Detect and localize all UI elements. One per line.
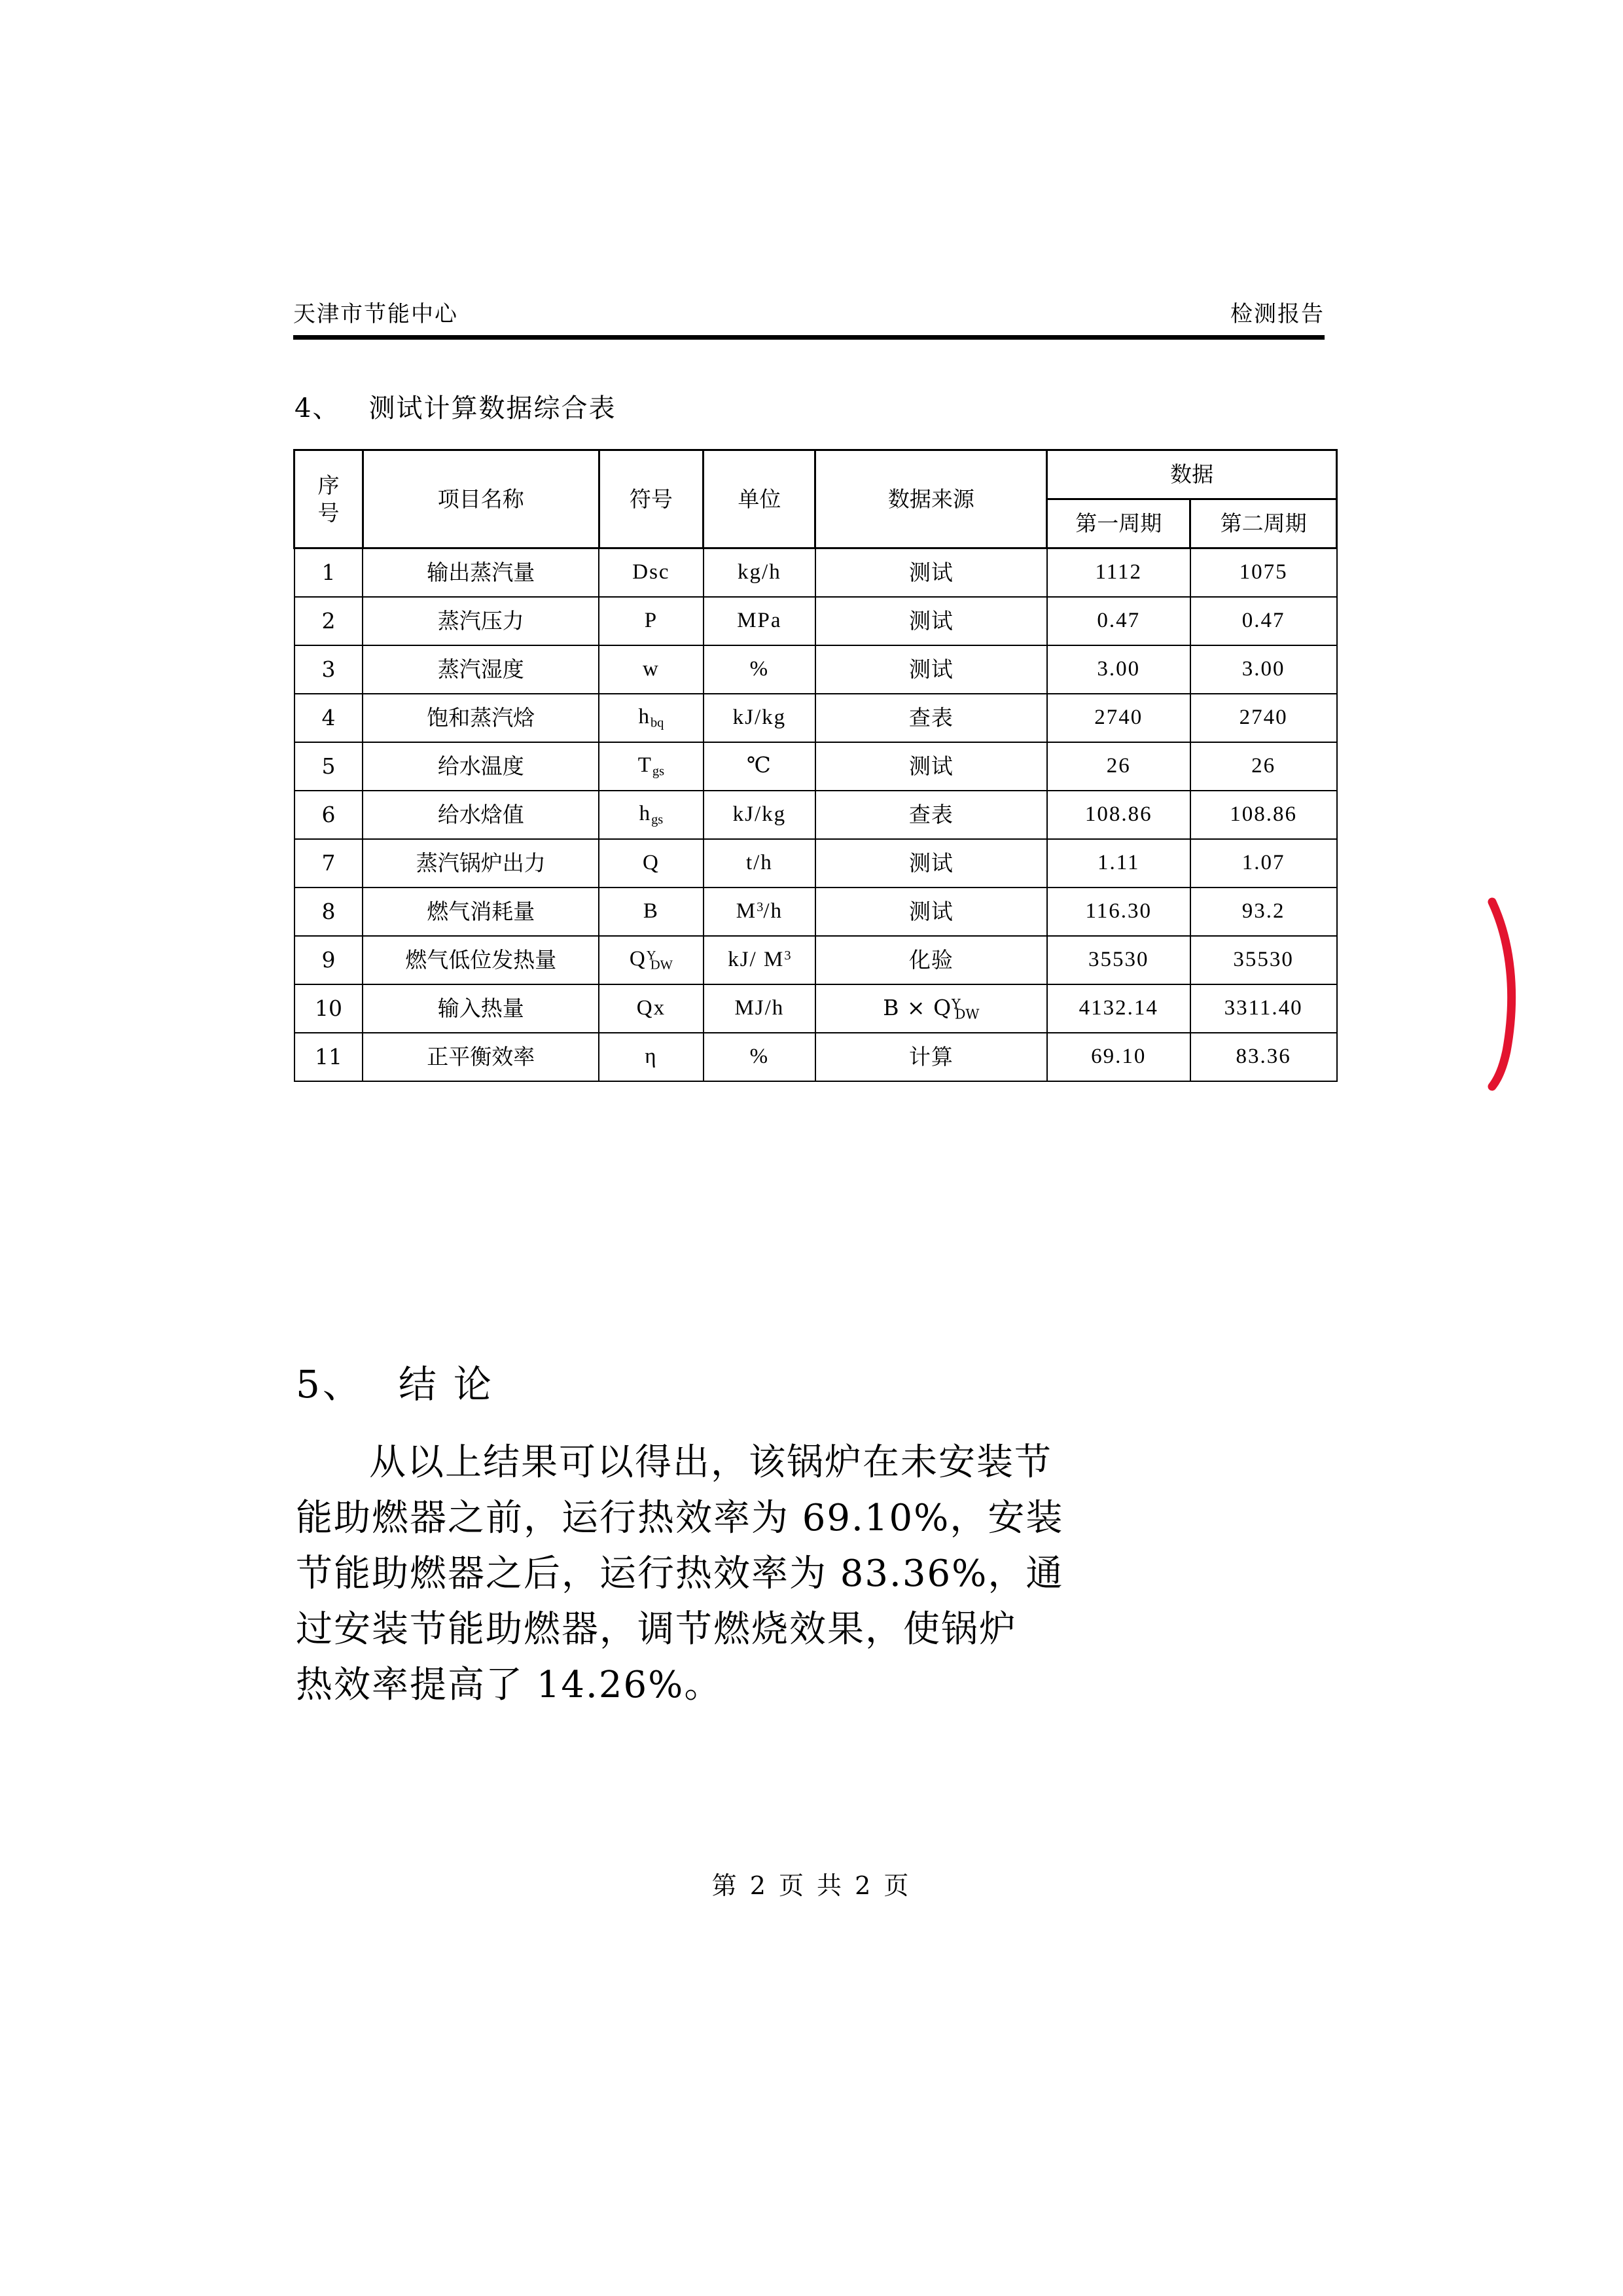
cell-data-source: 测试 [815,597,1047,645]
column-header-period-2: 第二周期 [1190,499,1337,548]
cell-item-name: 正平衡效率 [363,1033,599,1081]
cell-data-source: 测试 [815,645,1047,694]
cell-period-1-value: 35530 [1047,936,1190,984]
cell-period-2-value: 1.07 [1190,839,1337,888]
column-header-sequence [294,450,363,548]
cell-item-name: 蒸汽压力 [363,597,599,645]
cell-symbol: $T_{gs}$ [599,742,704,791]
cell-period-2-value: 2740 [1190,694,1337,742]
sequence-label-line1: 序 [317,473,340,499]
cell-symbol: $h_{bq}$ [599,694,704,742]
cell-data-source: 测试 [815,839,1047,888]
section-5-heading [296,1354,494,1408]
cell-sequence-number: 1 [294,548,363,598]
cell-period-2-value: 0.47 [1190,597,1337,645]
cell-sequence-number: 11 [294,1033,363,1081]
page-footer [0,1865,1623,1901]
cell-period-2-value: 1075 [1190,548,1337,598]
cell-period-1-value: 116.30 [1047,888,1190,936]
cell-unit: kJ/ $M^3$ [704,936,815,984]
cell-unit: t/h [704,839,815,888]
cell-data-source: 测试 [815,742,1047,791]
cell-data-source: $B \times Q^Y_{DW}$ [815,984,1047,1033]
cell-data-source: 计算 [815,1033,1047,1081]
table-row [294,597,1337,645]
cell-period-1-value: 2740 [1047,694,1190,742]
cell-symbol: B [599,888,704,936]
cell-unit: % [704,1033,815,1081]
cell-data-source: 测试 [815,548,1047,598]
cell-period-2-value: 35530 [1190,936,1337,984]
table-row [294,936,1337,984]
section-4-heading [294,387,616,425]
table-header [294,450,1337,548]
measurement-summary-table [293,449,1338,1082]
table-row [294,1033,1337,1081]
section-5-number: 5、 [296,1362,363,1407]
cell-sequence-number: 9 [294,936,363,984]
cell-period-2-value: 83.36 [1190,1033,1337,1081]
cell-period-1-value: 4132.14 [1047,984,1190,1033]
red-seal-arc-icon [1470,895,1614,1092]
section-5-title-char-1: 结 [398,1362,439,1407]
cell-item-name: 燃气消耗量 [363,888,599,936]
cell-data-source: 查表 [815,694,1047,742]
cell-item-name: 输出蒸汽量 [363,548,599,598]
cell-symbol: $Q^Y_{DW}$ [599,936,704,984]
cell-item-name: 蒸汽锅炉出力 [363,839,599,888]
cell-sequence-number: 5 [294,742,363,791]
cell-symbol: w [599,645,704,694]
cell-unit: MJ/h [704,984,815,1033]
page-number-text: 第 2 页 共 2 页 [711,1871,912,1900]
table-row [294,984,1337,1033]
conclusion-paragraph [296,1435,1349,1713]
table-row [294,742,1337,791]
column-header-symbol: 符号 [599,450,704,548]
cell-period-2-value: 3311.40 [1190,984,1337,1033]
cell-period-2-value: 93.2 [1190,888,1337,936]
cell-period-1-value: 3.00 [1047,645,1190,694]
cell-sequence-number: 8 [294,888,363,936]
column-header-data-group: 数据 [1047,450,1337,499]
cell-unit: kJ/kg [704,791,815,839]
cell-period-2-value: 26 [1190,742,1337,791]
column-header-item-name: 项目名称 [363,450,599,548]
cell-sequence-number: 7 [294,839,363,888]
cell-symbol: Qx [599,984,704,1033]
cell-period-1-value: 26 [1047,742,1190,791]
header-organization: 天津市节能中心 [293,301,458,327]
cell-unit: ℃ [704,742,815,791]
cell-unit: MPa [704,597,815,645]
cell-unit: kJ/kg [704,694,815,742]
sequence-label-line2: 号 [317,499,340,526]
cell-period-1-value: 1.11 [1047,839,1190,888]
column-header-period-1: 第一周期 [1047,499,1190,548]
cell-item-name: 蒸汽湿度 [363,645,599,694]
conclusion-line: 从以上结果可以得出，该锅炉在未安装节 [369,1441,1052,1484]
cell-item-name: 给水焓值 [363,791,599,839]
cell-sequence-number: 10 [294,984,363,1033]
cell-symbol: $h_{gs}$ [599,791,704,839]
table-row [294,839,1337,888]
cell-data-source: 查表 [815,791,1047,839]
cell-period-1-value: 1112 [1047,548,1190,598]
column-header-unit: 单位 [704,450,815,548]
column-header-data-source: 数据来源 [815,450,1047,548]
cell-period-1-value: 69.10 [1047,1033,1190,1081]
cell-period-1-value: 0.47 [1047,597,1190,645]
cell-item-name: 饱和蒸汽焓 [363,694,599,742]
cell-period-2-value: 108.86 [1190,791,1337,839]
table-row [294,791,1337,839]
conclusion-line: 节能助燃器之后，运行热效率为 83.36%，通 [296,1552,1064,1596]
cell-symbol: P [599,597,704,645]
table-header-row-1 [294,450,1337,499]
cell-item-name: 输入热量 [363,984,599,1033]
table-row [294,694,1337,742]
cell-item-name: 给水温度 [363,742,599,791]
header-document-type: 检测报告 [1230,301,1325,327]
cell-symbol: η [599,1033,704,1081]
cell-sequence-number: 6 [294,791,363,839]
cell-unit: % [704,645,815,694]
cell-symbol: Q [599,839,704,888]
table-row [294,645,1337,694]
conclusion-line: 能助燃器之前，运行热效率为 69.10%，安装 [296,1497,1064,1540]
cell-unit: $M^3/h$ [704,888,815,936]
cell-unit: kg/h [704,548,815,598]
cell-item-name: 燃气低位发热量 [363,936,599,984]
section-5-title-char-2: 论 [453,1362,494,1407]
conclusion-line: 过安装节能助燃器，调节燃烧效果，使锅炉 [296,1608,1017,1651]
cell-period-1-value: 108.86 [1047,791,1190,839]
cell-period-2-value: 3.00 [1190,645,1337,694]
cell-data-source: 测试 [815,888,1047,936]
cell-symbol: Dsc [599,548,704,598]
section-4-title: 测试计算数据综合表 [368,393,616,423]
section-4-number: 4、 [294,393,340,423]
cell-data-source: 化验 [815,936,1047,984]
conclusion-line: 热效率提高了 14.26%。 [296,1664,722,1707]
cell-sequence-number: 2 [294,597,363,645]
table-row [294,548,1337,598]
cell-sequence-number: 3 [294,645,363,694]
page-header [293,296,1325,328]
table-row [294,888,1337,936]
cell-sequence-number: 4 [294,694,363,742]
header-divider-rule [293,335,1325,340]
table-body [294,548,1337,1082]
